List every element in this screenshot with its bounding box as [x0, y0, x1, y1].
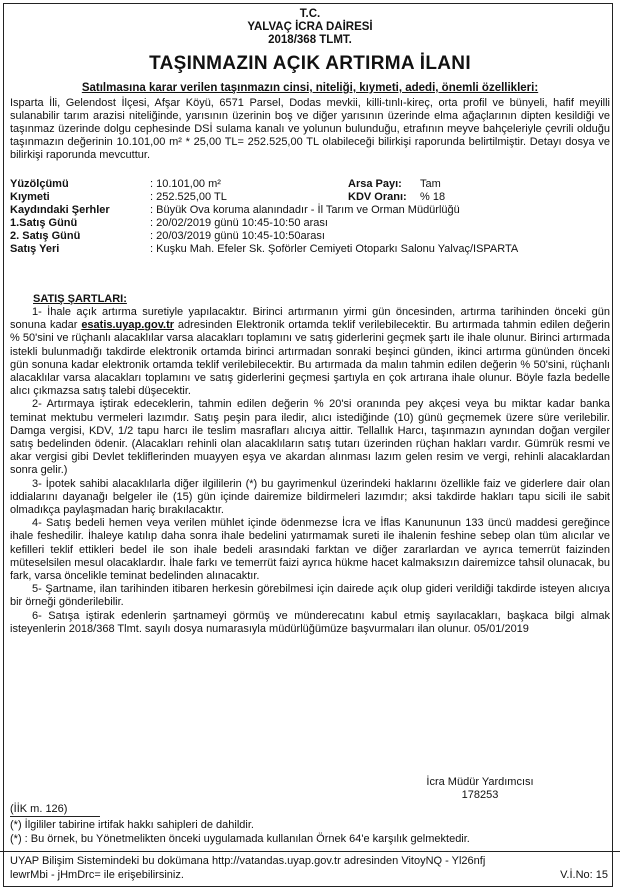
condition-5: 5- Şartname, ilan tarihinden itibaren herkesin görebilmesi için dairede açık olup gideri verildiği takdirde isteyen alıcıya bir örneği gönderilebilir. — [10, 583, 610, 609]
condition-1-text-b: adresinden Elektronik ortamda teklif verilebilecektir. Bu artırmada tahmin edilen değerin % 50'sini ve rüçhanlı alacaklılar varsa alacakları toplamını ve satış giderlerini geçmek şartı ile ihale olunur. Birinci artırmada istekli bulunmadığı takdirde elektronik ortamda birinci artırmadan sonraki beşinci günden, ikinci artırma gününden önceki gün sonuna kadar elektronik ortamda teklif verilebilecektir. Bu artırmada da malın tahmin edilen değerin % 50'sini, rüçhanlı alacaklılar varsa alacakları toplamını ve satış giderlerini geçmesi şartıyla en çok artırana ihale olunur. Böyle fazla bedelle alıcı çıkmazsa satış talebi düşecektir. — [10, 319, 610, 398]
place-value: : Kuşku Mah. Efeler Sk. Şoförler Cemiyeti Otoparkı Salonu Yalvaç/ISPARTA — [150, 243, 519, 255]
footnote-rule — [10, 816, 100, 817]
detail-row-value — [10, 191, 610, 204]
signature-title: İcra Müdür Yardımcısı — [426, 776, 534, 788]
condition-1 — [10, 306, 610, 398]
condition-2: 2- Artırmaya iştirak edeceklerin, tahmin edilen değerin % 20'si oranında pey akçesi veya bu miktar kadar banka teminat mektubu vermeleri lazımdır. Satış peşin para iledir, alıcı istediğinde (10) günü geçmemek üzere süre verilebilir. Damga vergisi, KDV, 1/2 tapu harcı ile teslim masrafları alıcıya aittir. Tellallık Harcı, taşınmazın aynından doğan vergiler satış bedelinden ödenir. (Alacakları rehinli olan alacaklıların satış tutarı üzerinden rüçhan hakları vardır. Gümrük resmi ve akar vergisi gibi Devlet tekliflerinden muayyen eşya ve akardan alınması lazım gelen resim ve vergi, rehinli alacaklardan sonra gelir.) — [10, 398, 610, 477]
sale2-value: : 20/03/2019 günü 10:45-10:50arası — [150, 230, 325, 242]
value-label: Kıymeti — [10, 191, 50, 203]
uyap-divider — [0, 851, 620, 852]
signature-number: 178253 — [461, 789, 499, 801]
condition-3: 3- İpotek sahibi alacaklılarla diğer ilgililerin (*) bu gayrimenkul üzerindeki haklarını özellikle faiz ve giderlere dair olan iddialarını dayanağı belgeler ile (15) gün içinde dairemize bildirmeleri lazımdır; aksi takdirde hakları tapu sicili ile sabit olmadıkça paylaşmadan hariç bırakılacaktır. — [10, 477, 610, 517]
footnote-2: (*) : Bu örnek, bu Yönetmelikten önceki uygulamada kullanılan Örnek 64'e karşılık gelmektedir. — [10, 833, 470, 845]
area-label: Yüzölçümü — [10, 178, 69, 190]
property-details — [10, 178, 610, 256]
kdv-value: % 18 — [420, 191, 446, 203]
header-tc: T.C. — [299, 8, 321, 20]
page-title: TAŞINMAZIN AÇIK ARTIRMA İLANI — [149, 53, 471, 74]
detail-row-sale1 — [10, 217, 610, 230]
footnote-1: (*) İlgililer tabirine irtifak hakkı sahipleri de dahildir. — [10, 819, 254, 831]
share-label: Arsa Payı: — [348, 178, 402, 190]
detail-row-area — [10, 178, 610, 191]
detail-row-place — [10, 243, 610, 256]
esatis-link[interactable]: esatis.uyap.gov.tr — [81, 319, 175, 332]
encumbrance-label: Kaydındaki Şerhler — [10, 204, 110, 216]
sale1-value: : 20/02/2019 günü 10:45-10:50 arası — [150, 217, 328, 229]
conditions-title: SATIŞ ŞARTLARI: — [33, 293, 127, 305]
uyap-line-2: lewrMbi - jHmDrc= ile erişebilirsiniz. — [10, 869, 184, 881]
encumbrance-value: : Büyük Ova koruma alanındadır - İl Tarım ve Orman Müdürlüğü — [150, 204, 460, 216]
conditions-list — [10, 306, 610, 636]
detail-row-sale2 — [10, 230, 610, 243]
condition-1-text-a: 1- İhale açık artırma suretiyle yapılacaktır. Birinci artırmanın yirmi gün öncesinden, artırma tarihinden önceki gün sonuna kadar — [10, 306, 610, 332]
header-file-number: 2018/368 TLMT. — [268, 34, 352, 46]
page-subtitle: Satılmasına karar verilen taşınmazın cinsi, niteliği, kıymeti, adedi, önemli özellikleri: — [81, 82, 539, 94]
value-value: : 252.525,00 TL — [150, 191, 227, 203]
footnote-ref: (İİK m. 126) — [10, 803, 68, 815]
kdv-label: KDV Oranı: — [348, 191, 407, 203]
uyap-line-1: UYAP Bilişim Sistemindeki bu dokümana http://vatandas.uyap.gov.tr adresinden VitoyNQ - Yl26nfj — [10, 855, 486, 867]
property-description: Isparta İli, Gelendost İlçesi, Afşar Köyü, 6571 Parsel, Dodas mevkii, killi-tınlı-kireç, orta profil ve bünyeli, hafif meyilli sulanabilir tarım arazisi niteliğinde, yarısının üzerinin boş ve diğer yarısının üzerinde elma ağaçlarının dipten kesildiği ve taşınmaz üzerinde dolgu cephesinde DSİ sulama kanalı ve yolunun bulunduğu, etrafının meyve bahçeleriyle çevrili olduğu taşınmazın değerinin 10.101,00 m² * 25,00 TL= 252.525,00 TL olabileceği bilirkişi raporunda belirtilmiştir. Detayı dosya ve bilirkişi raporunda mevcuttur. — [10, 97, 610, 162]
detail-row-encumbrance — [10, 204, 610, 217]
sale1-label: 1.Satış Günü — [10, 217, 78, 229]
condition-6: 6- Satışa iştirak edenlerin şartnameyi görmüş ve münderecatını kabul etmiş sayılacakları, başkaca bilgi almak isteyenlerin 2018/368 Tlmt. sayılı dosya numarasıyla müdürlüğümüze başvurmaları ilan olunur. 05/01/2019 — [10, 609, 610, 635]
sale2-label: 2. Satış Günü — [10, 230, 81, 242]
uyap-version: V.İ.No: 15 — [560, 869, 608, 881]
place-label: Satış Yeri — [10, 243, 60, 255]
share-value: Tam — [420, 178, 441, 190]
header-office: YALVAÇ İCRA DAİRESİ — [247, 21, 373, 33]
condition-4: 4- Satış bedeli hemen veya verilen mühlet içinde ödenmezse İcra ve İflas Kanununun 133 üncü maddesi gereğince ihale feshedilir. İhaleye katılıp daha sonra ihale bedelini yatırmamak sureti ile ihalenin feshine sebep olan tüm alıcılar ve kefilleri teklif ettikleri bedel ile son ihale bedeli arasındaki farktan ve diğer zararlardan ve ayrıca temerrüt faizinden müteselsilen mesul olacaklardır. İhale farkı ve temerrüt faizi ayrıca hükme hacet kalmaksızın dairemizce tahsil olunacak, bu fark, varsa öncelikle teminat bedelinden alınacaktır. — [10, 517, 610, 583]
area-value: : 10.101,00 m² — [150, 178, 221, 190]
